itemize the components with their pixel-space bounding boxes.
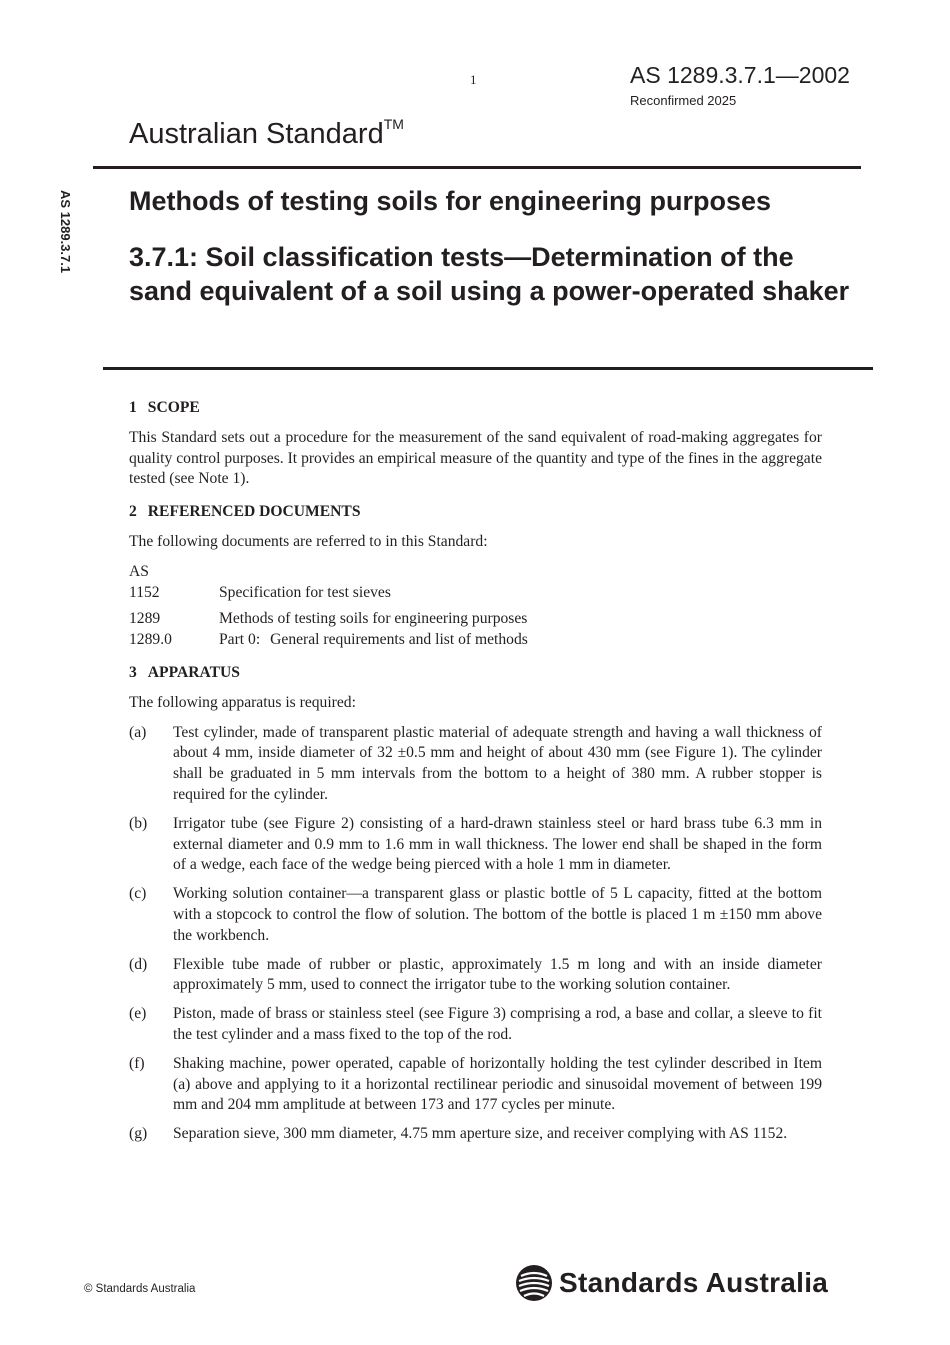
section-heading (129, 502, 822, 523)
item-label: (b) (129, 814, 148, 832)
standard-number: AS 1289.3.7.1—2002 (630, 62, 850, 88)
trademark-mark: TM (383, 116, 404, 132)
standard-brand-text: Australian Standard (129, 118, 384, 150)
item-text: Piston, made of brass or stainless steel (see Figure 3) comprising a rod, a base and collar, a sleeve to fit the test cylinder and a mass fixed to the top of the rod. (173, 1005, 822, 1043)
section-apparatus (129, 663, 822, 1145)
reference-title: Methods of testing soils for engineering purposes (219, 610, 528, 628)
scope-text: This Standard sets out a procedure for the measurement of the sand equivalent of road-making aggregates for quality control purposes. It provides an empirical measure of the quantity and type of the fines in the aggregate tested (see Note 1). (129, 428, 822, 488)
document-body (129, 398, 822, 1157)
reference-title: General requirements and list of methods (270, 631, 528, 649)
standard-brand (129, 118, 404, 151)
reference-prefix: AS (129, 562, 149, 580)
reference-row (129, 609, 822, 630)
item-text: Working solution container—a transparent glass or plastic bottle of 5 L capacity, fitted at the bottom with a stopcock to control the flow of solution. The bottom of the bottle is placed 1 m ±150 mm above the workbench. (173, 885, 822, 944)
item-label: (d) (129, 955, 148, 973)
refs-intro: The following documents are referred to in this Standard: (129, 532, 488, 550)
list-item (129, 723, 822, 806)
standards-australia-logo-icon (515, 1264, 553, 1302)
section-heading (129, 398, 822, 419)
reference-code: 1152 (129, 583, 160, 601)
reference-list (129, 562, 822, 651)
page-number: 1 (470, 72, 477, 87)
item-label: (g) (129, 1125, 148, 1143)
title-rule (103, 367, 873, 370)
section-title: APPARATUS (147, 663, 240, 681)
reference-row (129, 630, 822, 651)
item-text: Separation sieve, 300 mm diameter, 4.75 mm aperture size, and receiver complying with AS 1152. (173, 1125, 788, 1143)
reference-code: 1289 (129, 610, 161, 628)
list-item (129, 814, 822, 876)
item-label: (a) (129, 723, 147, 741)
item-label: (c) (129, 885, 147, 903)
section-referenced-documents (129, 502, 822, 651)
list-item (129, 955, 822, 997)
item-label: (f) (129, 1054, 145, 1072)
copyright-notice: © Standards Australia (84, 1283, 196, 1295)
section-number: 2 (129, 503, 137, 521)
list-item (129, 884, 822, 946)
apparatus-intro: The following apparatus is required: (129, 693, 356, 711)
side-label: AS 1289.3.7.1 (58, 190, 73, 274)
item-label: (e) (129, 1005, 147, 1023)
logo-text: Standards Australia (559, 1267, 829, 1298)
section-title: SCOPE (147, 399, 200, 416)
section-heading (129, 663, 822, 684)
document-title: Methods of testing soils for engineering purposes (129, 186, 772, 216)
list-item (129, 1054, 822, 1116)
header-rule (93, 166, 861, 169)
section-number: 1 (129, 399, 137, 416)
item-text: Flexible tube made of rubber or plastic, approximately 1.5 m long and with an inside diameter approximately 5 mm, used to connect the irrigator tube to the working solution container. (173, 955, 822, 994)
item-text: Shaking machine, power operated, capable of horizontally holding the test cylinder described in Item (a) above and applying to it a horizontal rectilinear periodic and sinusoidal movement of between 199 mm and 204 mm amplitude at between 173 and 177 cycles per minute. (173, 1054, 822, 1114)
item-text: Irrigator tube (see Figure 2) consisting of a hard-drawn stainless steel or hard brass tube 6.3 mm in external diameter and 0.9 mm to 1.6 mm in wall thickness. The lower end shall be shaped in the form of a wedge, each face of the wedge being pierced with a hole 1 mm in diameter. (173, 814, 822, 874)
section-scope (129, 398, 822, 490)
item-text: Test cylinder, made of transparent plastic material of adequate strength and having a wall thickness of about 4 mm, inside diameter of 32 ±0.5 mm and height of about 430 mm (see Figure 1). The cylinder shall be graduated in 5 mm intervals from the bottom to a height of 380 mm. A rubber stopper is required for the cylinder. (173, 723, 822, 803)
reference-row (129, 583, 822, 604)
publisher-logo (515, 1264, 828, 1302)
document-subtitle: 3.7.1: Soil classification tests—Determination of the sand equivalent of a soil using a power-operated shaker (129, 242, 850, 306)
list-item (129, 1124, 822, 1145)
list-item (129, 1004, 822, 1046)
section-number: 3 (129, 663, 137, 681)
reference-title: Specification for test sieves (219, 583, 391, 601)
reconfirmed-note: Reconfirmed 2025 (630, 93, 737, 108)
section-title: REFERENCED DOCUMENTS (147, 503, 361, 521)
reference-code: 1289.0 (129, 631, 172, 649)
reference-part: Part 0: (219, 631, 261, 649)
